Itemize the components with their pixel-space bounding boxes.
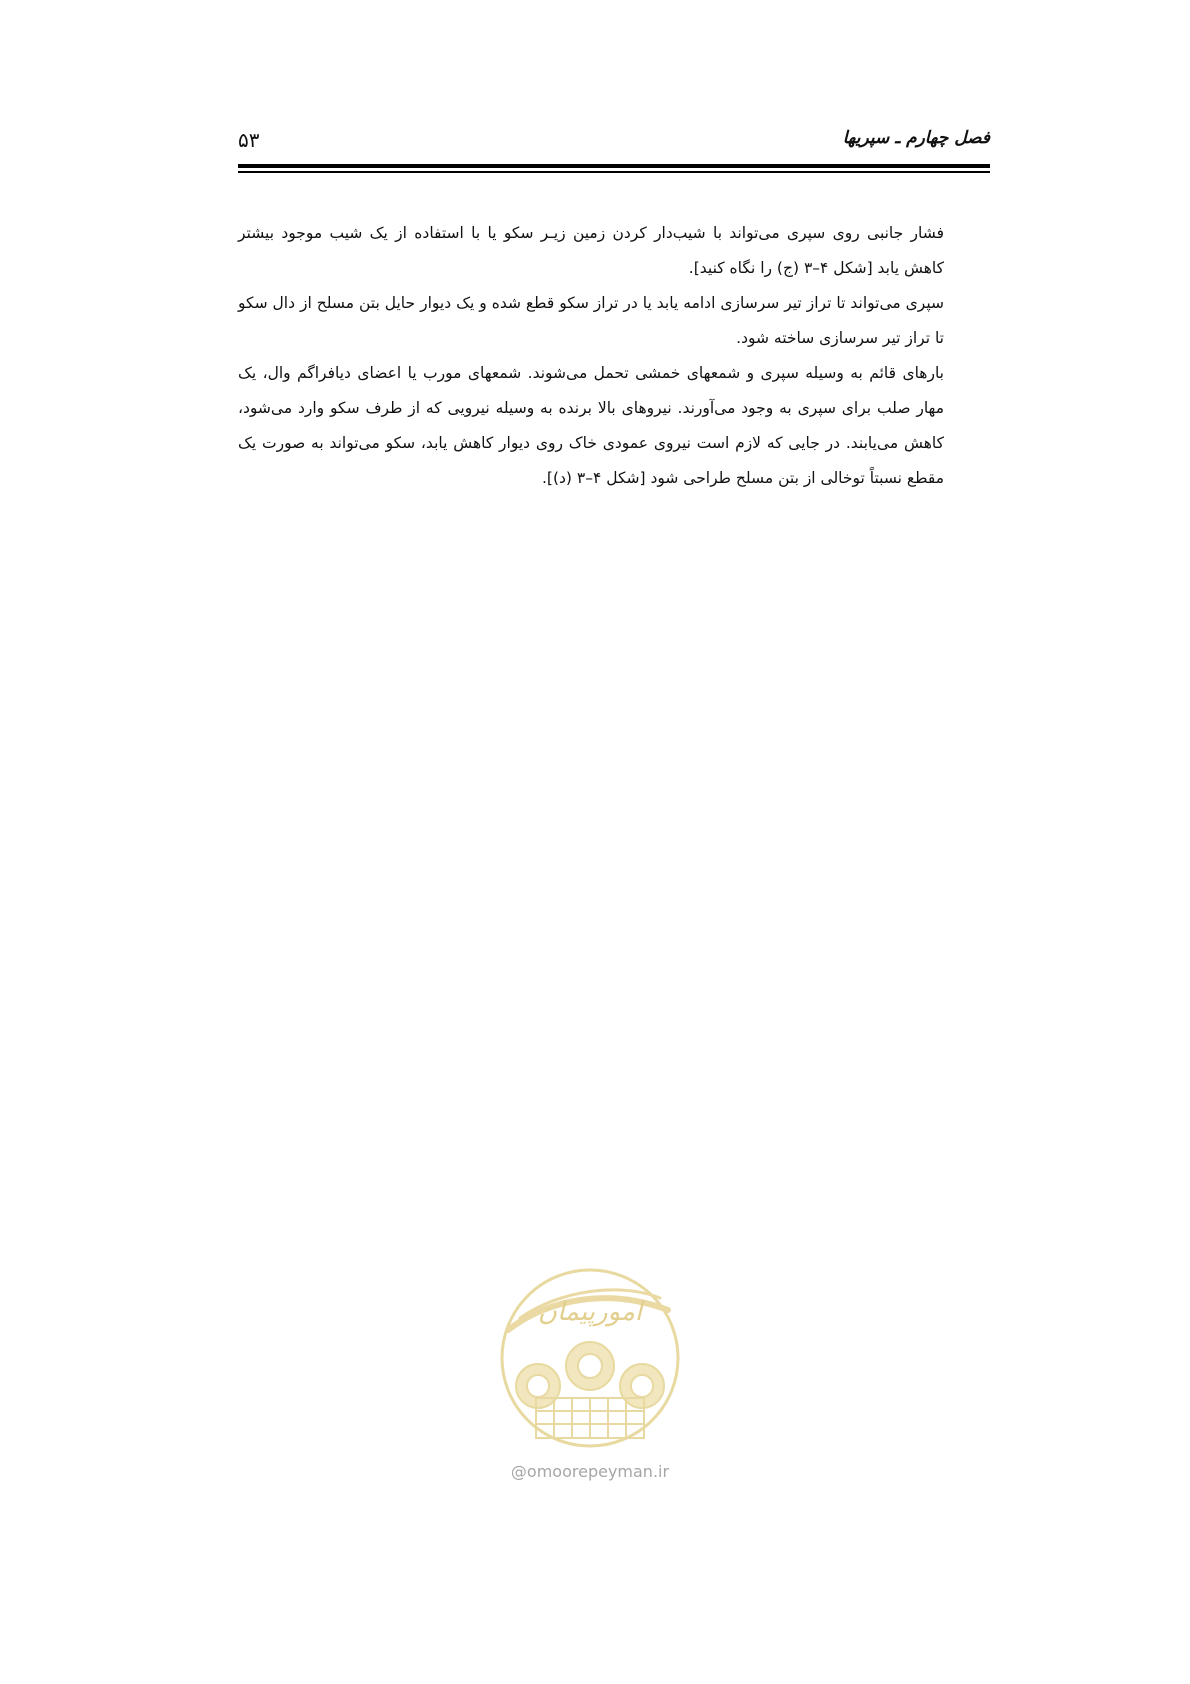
paragraph-2: سپری می‌تواند تا تراز تیر سرسازی ادامه یابد یا در تراز سکو قطع شده و یک دیوار حایل بتن مسلح از دال سکو تا تراز تیر سرسازی ساخته شود.	[238, 294, 944, 347]
header-rule-thin	[238, 171, 990, 173]
paragraph-3: بارهای قائم به وسیله سپری و شمعهای خمشی تحمل می‌شوند. شمعهای مورب یا اعضای دیافراگم وال، یک مهار صلب برای سپری به وجود می‌آورند. نیروهای بالا برنده به وسیله نیرویی که از طرف سکو وارد می‌شود، کاهش می‌یابند. در جایی که لازم است نیروی عمودی خاک روی دیوار کاهش یابد، سکو می‌تواند به صورت یک مقطع نسبتاً توخالی از بتن مسلح طراحی شود [شکل ۴–۳ (د)].	[238, 364, 944, 487]
page-number: ۵۳	[238, 128, 260, 152]
page-header	[238, 128, 990, 158]
body-text	[238, 216, 944, 496]
running-title: فصل چهارم ـ سپریها	[842, 128, 990, 148]
watermark	[490, 1258, 690, 1488]
header-rule-thick	[238, 164, 990, 168]
paragraph-1: فشار جانبی روی سپری می‌تواند با شیب‌دار کردن زمین زیـر سکو یا با استفاده از یک شیب موجود بیشتر کاهش یابد [شکل ۴–۳ (ج) را نگاه کنید].	[238, 224, 944, 277]
watermark-logo	[490, 1258, 690, 1458]
watermark-logo-text: امورپیمان	[537, 1297, 643, 1327]
watermark-url: @omoorepeyman.ir	[510, 1462, 670, 1481]
